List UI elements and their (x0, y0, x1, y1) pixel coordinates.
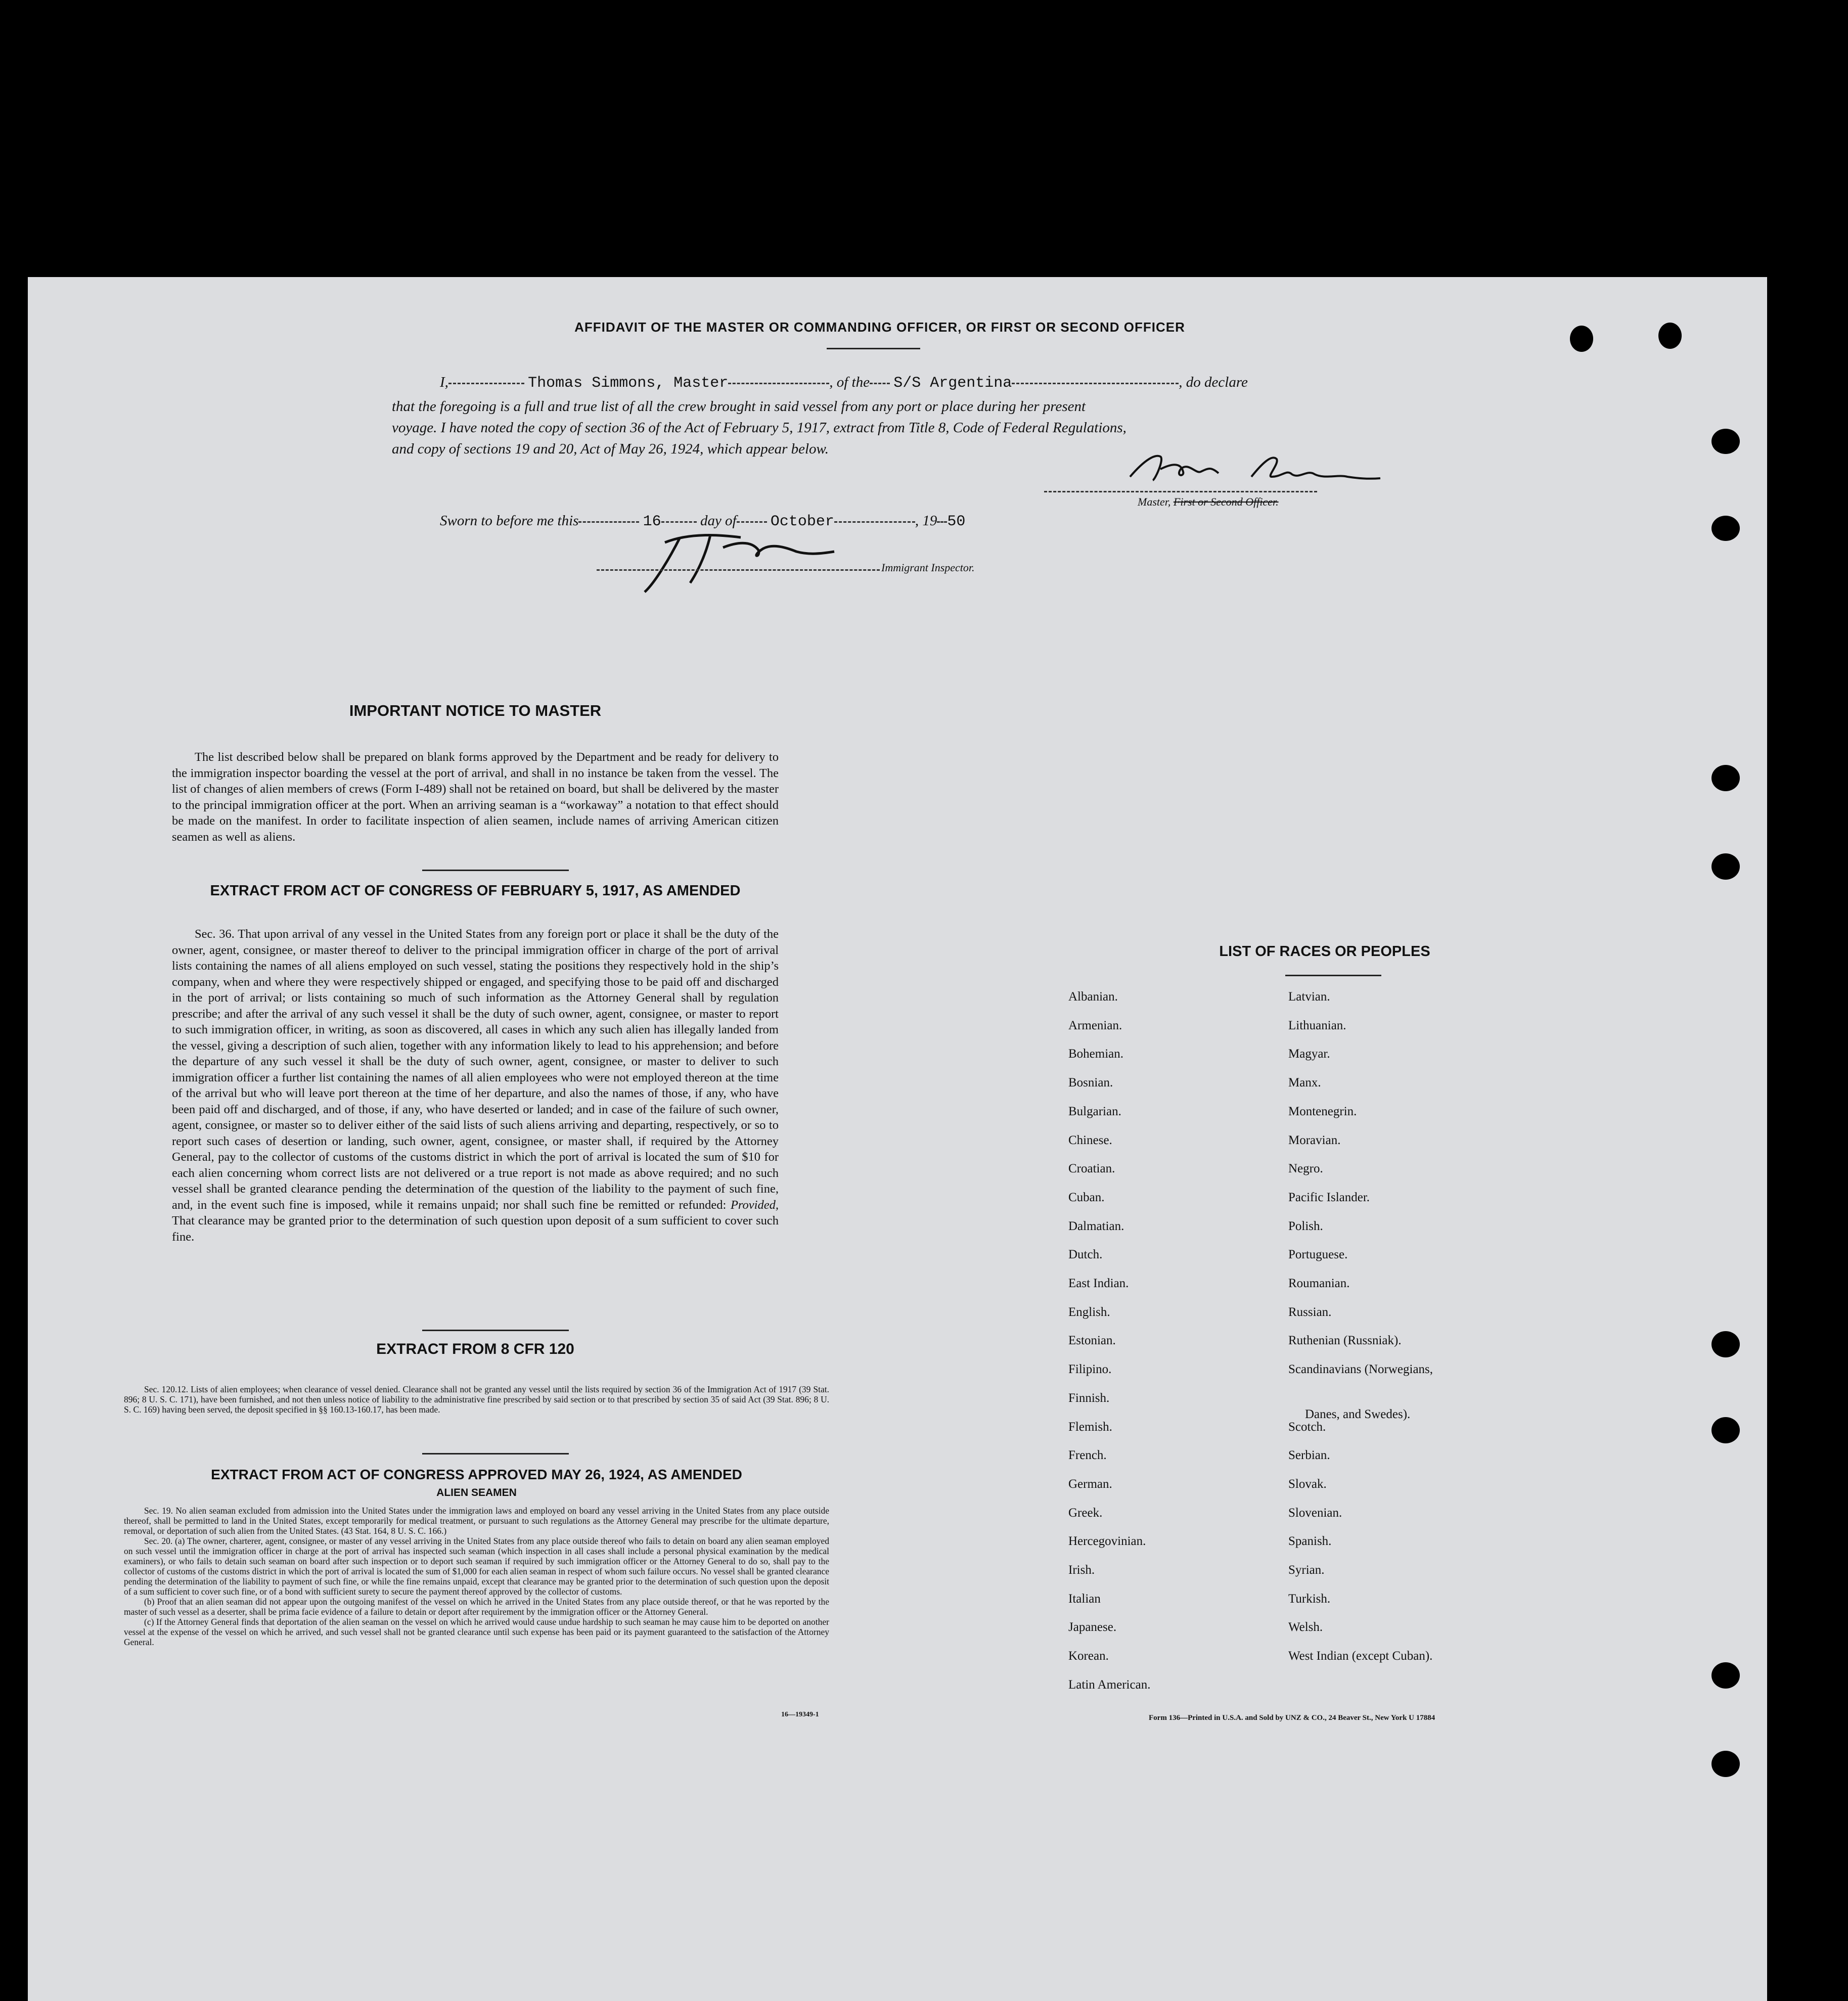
affidavit-line-3: voyage. I have noted the copy of section 36 of the Act of February 5, 1917, extract from Title 8, Code of Federal Regulations, (392, 420, 1126, 436)
extract-1924-subtitle: ALIEN SEAMEN (436, 1487, 517, 1498)
race-item: Roumanian. (1288, 1277, 1350, 1290)
race-item: Filipino. (1068, 1362, 1112, 1377)
notice-body: The list described below shall be prepared on blank forms approved by the Department and be ready for delivery to the immigration inspector boarding the vessel at the port of arrival, and shall in no instance be taken from the vessel. The list of changes of alien members of crews (Form I-489) shall not be retained on board, but shall be delivered by the master to the principal immigration officer at the port. When an arriving seaman is a “workaway” a notation to that effect should be made on the manifest. In order to facilitate inspection of alien seamen, include names of arriving American citizen seamen as well as aliens. (172, 750, 779, 844)
form-footer: Form 136—Printed in U.S.A. and Sold by UNZ & CO., 24 Beaver St., New York U 17884 (1149, 1714, 1435, 1722)
affidavit-title: AFFIDAVIT OF THE MASTER OR COMMANDING OFFICER, OR FIRST OR SECOND OFFICER (574, 320, 1185, 335)
extract-1924-title: EXTRACT FROM ACT OF CONGRESS APPROVED MAY 26, 1924, AS AMENDED (211, 1467, 742, 1482)
master-signature-line (1044, 491, 1317, 492)
extract-cfr-title: EXTRACT FROM 8 CFR 120 (376, 1341, 574, 1357)
race-item: Armenian. (1068, 1018, 1122, 1032)
race-item: Spanish. (1288, 1534, 1332, 1549)
race-item: Welsh. (1288, 1620, 1323, 1634)
race-item: Finnish. (1068, 1391, 1110, 1405)
inspector-signature (635, 527, 847, 596)
race-item: Italian (1068, 1591, 1101, 1606)
races-title: LIST OF RACES OR PEOPLES (1219, 943, 1430, 960)
race-item: Syrian. (1288, 1563, 1325, 1577)
race-item: Albanian. (1068, 990, 1118, 1004)
punch-hole (1711, 516, 1740, 541)
sworn-prefix: Sworn to before me this (440, 513, 579, 529)
signer-caption: Master, First or Second Officer. (1138, 495, 1279, 508)
race-item: Flemish. (1068, 1420, 1112, 1434)
sworn-month: October (770, 513, 834, 530)
race-item: Japanese. (1068, 1620, 1117, 1634)
document-page (28, 277, 1767, 2001)
vessel-name: S/S Argentina (893, 375, 1012, 392)
race-item: Serbian. (1288, 1448, 1330, 1463)
race-item: Dutch. (1068, 1248, 1103, 1262)
race-item: West Indian (except Cuban). (1288, 1649, 1433, 1663)
race-item: French. (1068, 1448, 1107, 1463)
race-item: English. (1068, 1305, 1110, 1319)
sworn-year: 50 (947, 513, 966, 530)
race-item: Bulgarian. (1068, 1104, 1121, 1118)
race-item: Greek. (1068, 1506, 1103, 1520)
race-item: Croatian. (1068, 1162, 1115, 1176)
divider (422, 1330, 569, 1331)
affidavit-line-2: that the foregoing is a full and true list of all the crew brought in said vessel from any port or place during her present (392, 398, 1086, 415)
divider (422, 1453, 569, 1454)
punch-hole (1570, 326, 1593, 352)
punch-hole (1711, 1417, 1740, 1443)
race-item: Negro. (1288, 1162, 1323, 1176)
race-item: Pacific Islander. (1288, 1190, 1370, 1204)
race-item: Lithuanian. (1288, 1018, 1346, 1032)
races-underline (1285, 975, 1381, 976)
race-item: Polish. (1288, 1219, 1323, 1233)
sworn-day: 16 (643, 513, 661, 530)
notice-title: IMPORTANT NOTICE TO MASTER (349, 702, 602, 719)
race-item: Korean. (1068, 1649, 1109, 1663)
race-item: East Indian. (1068, 1277, 1129, 1290)
punch-hole (1711, 1751, 1740, 1777)
race-item: Hercegovinian. (1068, 1534, 1146, 1549)
of-the: , of the (829, 374, 870, 390)
race-item: Latin American. (1068, 1677, 1151, 1692)
race-item: Latvian. (1288, 990, 1330, 1004)
extract-1917-body: Sec. 36. That upon arrival of any vessel in the United States from any foreign port or place it shall be the duty of the owner, agent, consignee, or master thereof to deliver to the principal immigration officer in charge of the port of arrival lists containing the names of all aliens employed on such vessel, stating the positions they respectively hold in the ship’s company, when and where they were respectively shipped or engaged, and specifying those to be paid off and discharged in the port of arrival; or lists containing so much of such information as the Attorney General shall by regulation prescribe; and after the arrival of any such vessel it shall be the duty of such owner, agent, consignee, or master to report to such immigration officer, in writing, as soon as discovered, all cases in which any such alien has illegally landed from the vessel, giving a description of such alien, together with any information likely to lead to his apprehension; and before the departure of any such vessel it shall be the duty of such owner, agent, consignee, or master to deliver to such immigration officer a further list containing the names of all alien employees who were not employed thereon at the time of the arrival but who will leave port thereon at the time of her departure, and also the names of those, if any, who have been paid off and discharged, and of those, if any, who have deserted or landed; and in case of the failure of such owner, agent, consignee, or master so to deliver either of the said lists of such aliens arriving and departing, respectively, or so to report such cases of desertion or landing, such owner, agent, consignee, or master shall, if required by the Attorney General, pay to the collector of customs of the customs district in which the port of arrival is located the sum of $10 for each alien concerning whom correct lists are not delivered or a true report is not made as above required; and no such vessel shall be granted clearance pending the determination of the question of the liability to the payment of such fine, and, in the event such fine is imposed, while it remains unpaid; nor shall such fine be remitted or refunded: Provided, That clearance may be granted prior to the determination of such question upon deposit of a sum sufficient to cover such fine. (172, 927, 779, 1244)
race-item: Estonian. (1068, 1334, 1116, 1348)
race-item: Slovenian. (1288, 1506, 1342, 1520)
extract-1917-title: EXTRACT FROM ACT OF CONGRESS OF FEBRUARY 5, 1917, AS AMENDED (210, 883, 741, 899)
pronoun: I, (440, 374, 448, 390)
year-prefix: , 19 (915, 513, 937, 529)
inspector-caption: Immigrant Inspector. (881, 561, 975, 574)
race-item: Slovak. (1288, 1477, 1327, 1491)
declarant-name: Thomas Simmons, Master (528, 375, 729, 392)
affidavit-line-1 (440, 374, 1248, 392)
punch-hole (1711, 429, 1740, 454)
race-item: Dalmatian. (1068, 1219, 1124, 1233)
race-item: Scotch. (1288, 1420, 1326, 1434)
punch-hole (1711, 1331, 1740, 1357)
master-signature (1125, 449, 1388, 489)
race-item: German. (1068, 1477, 1112, 1491)
race-item: Montenegrin. (1288, 1104, 1357, 1118)
race-item: Portuguese. (1288, 1248, 1348, 1262)
race-item: Danes, and Swedes). (1305, 1407, 1411, 1421)
race-item: Irish. (1068, 1563, 1095, 1577)
race-item: Turkish. (1288, 1591, 1331, 1606)
affidavit-line-4: and copy of sections 19 and 20, Act of May 26, 1924, which appear below. (392, 441, 829, 457)
race-item: Bohemian. (1068, 1047, 1124, 1061)
extract-cfr-body: Sec. 120.12. Lists of alien employees; when clearance of vessel denied. Clearance shall not be granted any vessel until the lists required by section 36 of the Immigration Act of 1917 (39 Stat. 896; 8 U. S. C. 171), have been furnished, and not then unless notice of liability to the administrative fine prescribed by said section or to that prescribed by section 35 of said Act (39 Stat. 896; 8 U. S. C. 169) having been served, the deposit specified in §§ 160.13-160.17, has been made. (124, 1384, 829, 1415)
race-item: Magyar. (1288, 1047, 1330, 1061)
divider (422, 870, 569, 871)
race-item: Chinese. (1068, 1133, 1112, 1147)
race-item: Russian. (1288, 1305, 1332, 1319)
do-declare: , do declare (1179, 374, 1248, 390)
form-code: 16—19349-1 (781, 1711, 819, 1718)
race-item: Cuban. (1068, 1190, 1105, 1204)
race-item: Ruthenian (Russniak). (1288, 1334, 1402, 1348)
race-item: Bosnian. (1068, 1076, 1113, 1090)
punch-hole (1711, 1662, 1740, 1689)
punch-hole (1711, 765, 1740, 791)
day-of: day of (700, 513, 737, 529)
inspector-signature-line (597, 569, 880, 571)
punch-hole (1658, 323, 1682, 349)
race-item: Scandinavians (Norwegians, (1288, 1362, 1433, 1377)
punch-hole (1711, 853, 1740, 880)
extract-1924-body: Sec. 19. No alien seaman excluded from admission into the United States under the immigration laws and employed on board any vessel arriving in the United States from any place outside thereof, shall be permitted to land in the United States, except temporarily for medical treatment, or pursuant to such regulations as the Attorney General may prescribe for the ultimate departure, removal, or deportation of such alien from the United States. (43 Stat. 164, 8 U. S. C. 166.) Sec. 20. (a) The owner, charterer, agent, consignee, or master of any vessel arriving in the United States from any place outside thereof who fails to detain on board any alien seaman employed on such vessel until the immigration officer in charge at the port of arrival has inspected such seaman (which inspection in all cases shall include a personal physical examination by the medical examiners), or who fails to detain such seaman on board after such inspection or to deport such seaman if required by such immigration officer or the Attorney General to do so, shall pay to the collector of customs of the customs district in which the port of arrival is located the sum of $1,000 for each alien seaman in respect of whom such failure occurs. No vessel shall be granted clearance pending the determination of the liability to payment of such fine, or while the fine remains unpaid, except that clearance may be granted prior to the determination of such question upon the deposit of a sum sufficient to cover such fine, or of a bond with sufficient surety to secure the payment thereof approved by the collector of customs. (b) Proof that an alien seaman did not appear upon the outgoing manifest of the vessel on which he arrived in the United States from any place outside thereof, or that he was reported by the master of such vessel as a deserter, shall be prima facie evidence of a failure to detain or deport after requirement by the immigration officer or the Attorney General. (c) If the Attorney General finds that deportation of the alien seaman on the vessel on which he arrived would cause undue hardship to such seaman he may cause him to be deported on another vessel at the expense of the vessel on which he arrived, and such vessel shall not be granted clearance until such expense has been paid or its payment guaranteed to the satisfaction of the Attorney General. (124, 1506, 829, 1647)
title-underline (827, 348, 920, 349)
race-item: Moravian. (1288, 1133, 1341, 1147)
race-item: Manx. (1288, 1076, 1321, 1090)
